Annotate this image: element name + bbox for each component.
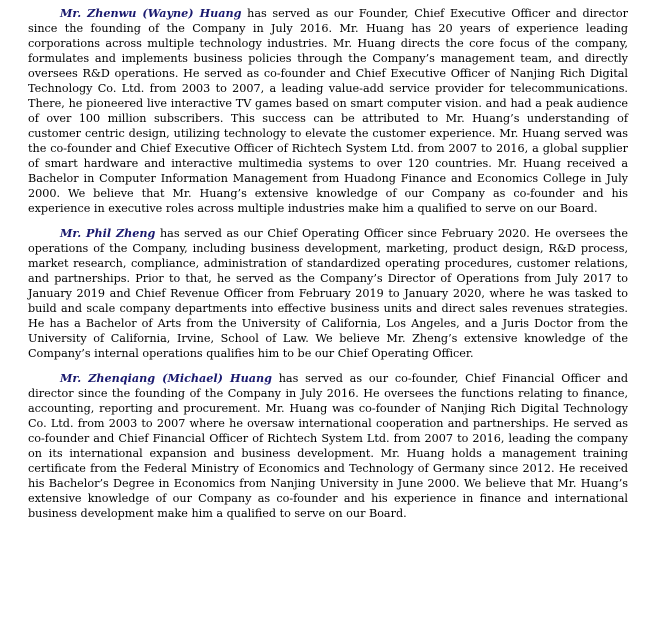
document-page [28,6,628,531]
bio-name: Mr. Phil Zheng [60,226,156,240]
bio-paragraph-phil-zheng [28,226,628,361]
bio-text: has served as our Founder, Chief Executive Officer and director since the founding of the Company in July 2016. Mr. Huang has 20 years of experience leading corporations across multiple technology industries. Mr. Huang directs the core focus of the company, formulates and implements business policies through the Company’s management team, and directly oversees R&D operations. He served as co-founder and Chief Executive Officer of Nanjing Rich Digital Technology Co. Ltd. from 2003 to 2007, a leading value-add service provider for telecommunications. There, he pioneered live interactive TV games based on smart computer vision. and had a peak audience of over 100 million subscribers. This success can be attributed to Mr. Huang’s understanding of customer centric design, utilizing technology to elevate the customer experience. Mr. Huang served was the co-founder and Chief Executive Officer of Richtech System Ltd. from 2007 to 2016, a global supplier of smart hardware and interactive multimedia systems to over 120 countries. Mr. Huang received a Bachelor in Computer Information Management from Huadong Finance and Economics College in July 2000. We believe that Mr. Huang’s extensive knowledge of our Company as co-founder and his experience in executive roles across multiple industries make him a qualified to serve on our Board. [28,7,628,215]
bio-paragraph-zhenqiang-huang [28,371,628,521]
bio-name: Mr. Zhenqiang (Michael) Huang [60,371,272,385]
bio-text: has served as our Chief Operating Officer since February 2020. He oversees the operations of the Company, including business development, marketing, product design, R&D process, market research, compliance, administration of standardized operating procedures, customer relations, and partnerships. Prior to that, he served as the Company’s Director of Operations from July 2017 to January 2019 and Chief Revenue Officer from February 2019 to January 2020, where he was tasked to build and scale company departments into effective business units and direct sales revenues strategies. He has a Bachelor of Arts from the University of California, Los Angeles, and a Juris Doctor from the University of California, Irvine, School of Law. We believe Mr. Zheng’s extensive knowledge of the Company’s internal operations qualifies him to be our Chief Operating Officer. [28,227,629,360]
bio-paragraph-zhenwu-huang [28,6,628,216]
bio-name: Mr. Zhenwu (Wayne) Huang [60,6,242,20]
bio-text: has served as our co-founder, Chief Financial Officer and director since the founding of the Company in July 2016. He oversees the functions relating to finance, accounting, reporting and procurement. Mr. Huang was co-founder of Nanjing Rich Digital Technology Co. Ltd. from 2003 to 2007 where he oversaw international cooperation and partnerships. He served as co-founder and Chief Financial Officer of Richtech System Ltd. from 2007 to 2016, leading the company on its international expansion and business development. Mr. Huang holds a management training certificate from the Federal Ministry of Economics and Technology of Germany since 2012. He received his Bachelor’s Degree in Economics from Nanjing University in June 2000. We believe that Mr. Huang’s extensive knowledge of our Company as co-founder and his experience in finance and international business development make him a qualified to serve on our Board. [28,372,628,520]
